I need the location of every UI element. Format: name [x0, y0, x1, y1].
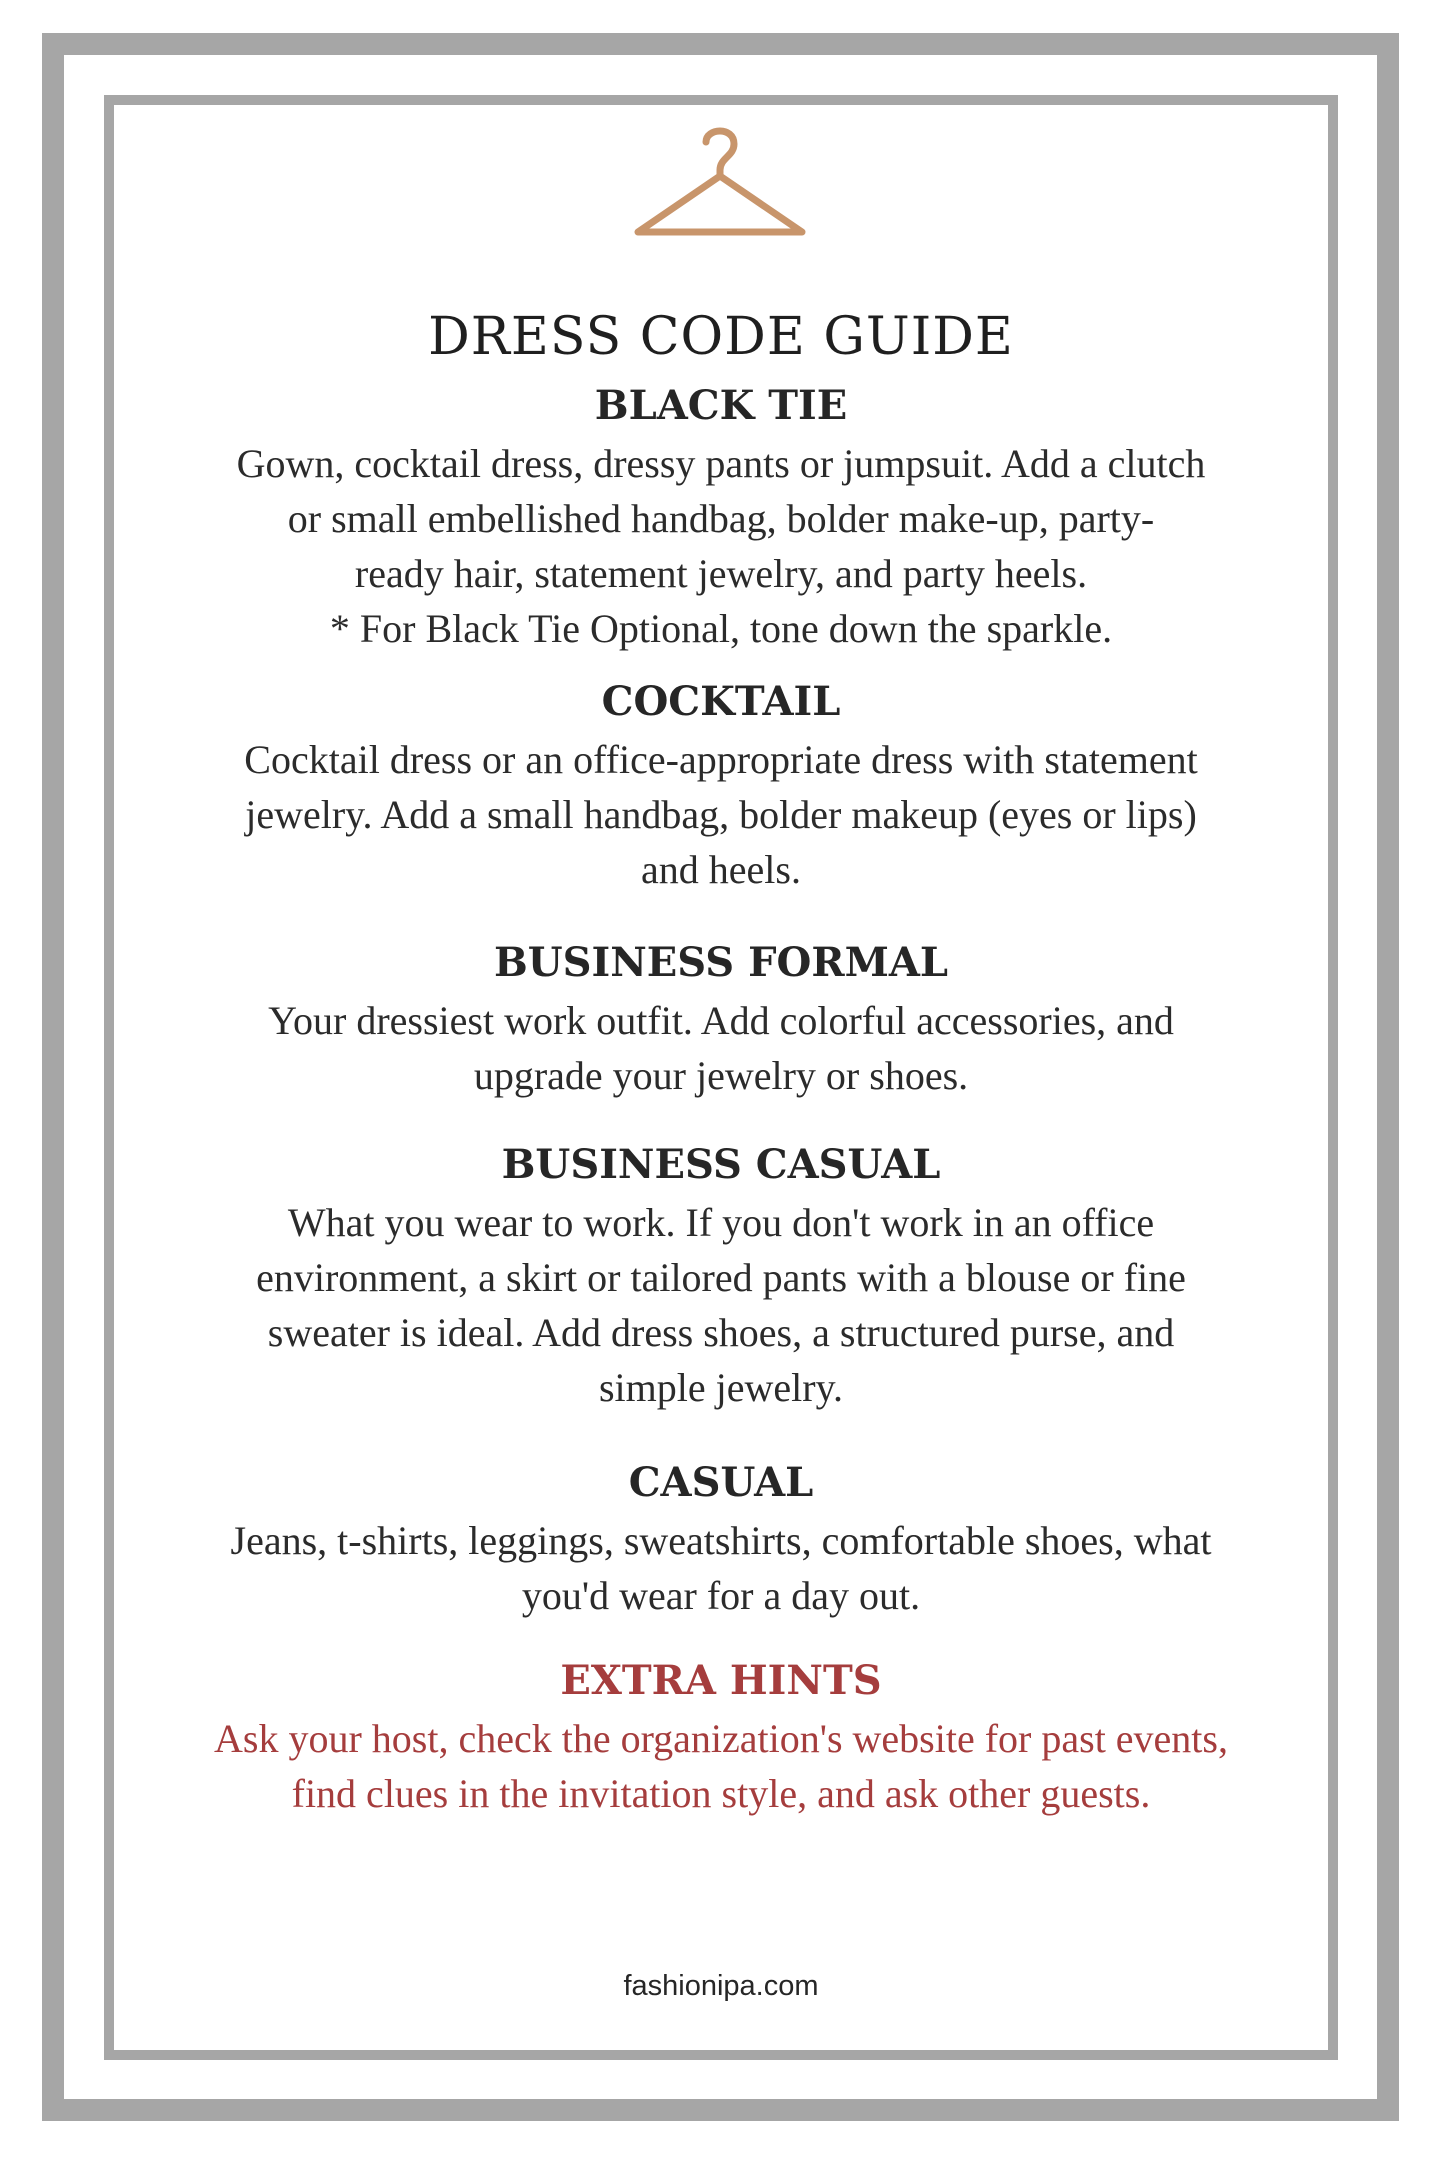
section-heading: COCKTAIL	[601, 677, 841, 725]
section-heading: BUSINESS FORMAL	[493, 938, 949, 986]
section-body: Gown, cocktail dress, dressy pants or jumpsuit. Add a clutch or small embellished handbag, bolder make-up, party- ready hair, statement jewelry, and party heels. * For Black Tie Optional, tone down the sparkle.	[236, 440, 1206, 651]
section-extra-hints	[114, 1657, 1328, 1821]
section-body: Ask your host, check the organization's website for past events, find clues in the invitation style, and ask other guests.	[213, 1715, 1228, 1816]
section-heading: BLACK TIE	[594, 381, 848, 429]
section-heading: CASUAL	[628, 1458, 814, 1506]
section-heading: EXTRA HINTS	[560, 1656, 882, 1704]
section-body: Your dressiest work outfit. Add colorful accessories, and upgrade your jewelry or shoes.	[268, 997, 1174, 1098]
section-business-casual	[114, 1141, 1328, 1415]
section-body: Cocktail dress or an office-appropriate dress with statement jewelry. Add a small handbag, bolder makeup (eyes or lips) and heels.	[244, 736, 1198, 892]
guide-content	[114, 290, 1328, 1821]
section-black-tie	[114, 382, 1328, 656]
section-body: What you wear to work. If you don't work in an office environment, a skirt or tailored pants with a blouse or fine sweater is ideal. Add dress shoes, a structured purse, and simple jewelry.	[256, 1199, 1186, 1410]
footer-site-credit: fashionipa.com	[623, 1970, 819, 2002]
section-cocktail	[114, 678, 1328, 897]
section-casual	[114, 1459, 1328, 1623]
section-business-formal	[114, 939, 1328, 1103]
section-heading: BUSINESS CASUAL	[501, 1140, 941, 1188]
clothes-hanger-icon	[628, 120, 812, 244]
page-title: DRESS CODE GUIDE	[428, 307, 1014, 367]
section-body: Jeans, t-shirts, leggings, sweatshirts, comfortable shoes, what you'd wear for a day out.	[230, 1517, 1212, 1618]
